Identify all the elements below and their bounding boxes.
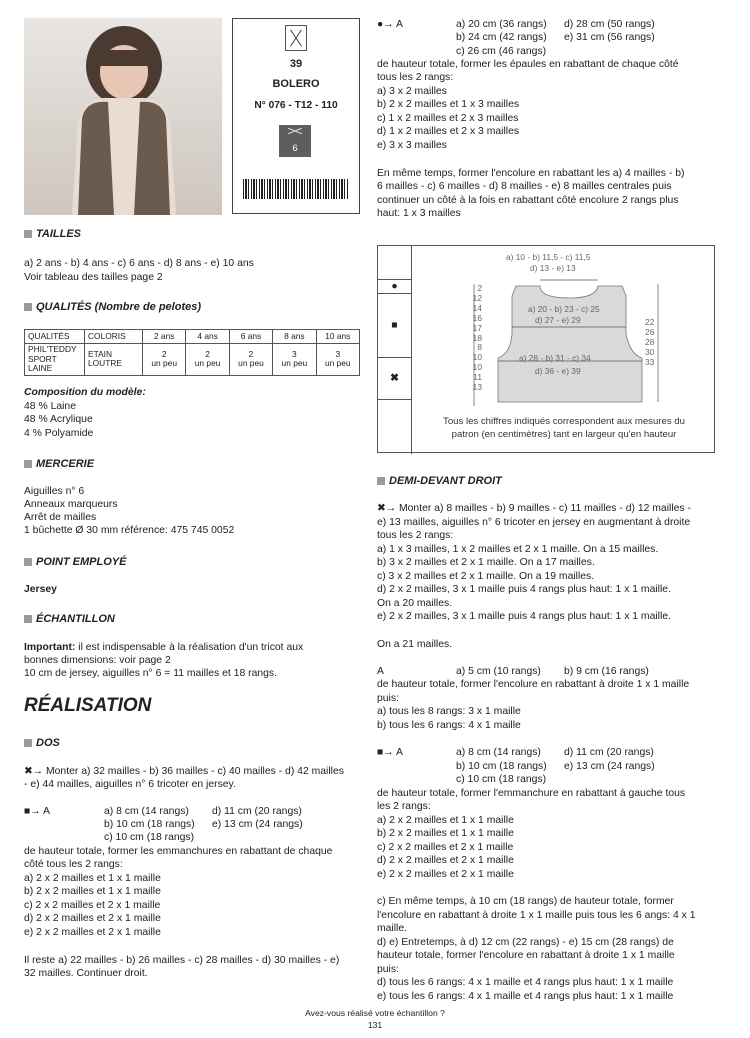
- needles-icon: [279, 125, 311, 145]
- mercerie-title: MERCERIE: [24, 457, 364, 472]
- demi-step: e) 2 x 2 mailles et 2 x 1 maille: [377, 869, 514, 880]
- table-cell: 2 un peu: [143, 344, 186, 376]
- demi-step: c) 2 x 2 mailles et 2 x 1 maille: [377, 842, 514, 853]
- tailles-title: TAILLES: [24, 227, 364, 242]
- dos-c: c) 10 cm (18 rangs): [104, 832, 195, 843]
- dos-instr: de hauteur totale, former les emmanchures en rabattant de chaque: [24, 846, 333, 857]
- tr-b: b) 24 cm (42 rangs): [456, 32, 547, 43]
- demi-d: d) tous les 6 rangs: 4 x 1 maille et 4 rangs plus haut: 1 x 1 maille: [377, 977, 674, 988]
- card-ref: N° 076 - T12 - 110: [254, 100, 338, 111]
- table-cell: PHIL'TEDDY SPORT LAINE: [25, 344, 85, 376]
- composition-line: 4 % Polyamide: [24, 428, 94, 439]
- demi-line: e) 13 mailles, aiguilles n° 6 tricoter en jersey en augmentant à droite: [377, 517, 691, 528]
- demi-line: a) 1 x 3 mailles, 1 x 2 mailles et 2 x 1 maille. On a 15 mailles.: [377, 544, 659, 555]
- dos-step: a) 2 x 2 mailles et 1 x 1 maille: [24, 873, 161, 884]
- demi-step: d) 2 x 2 mailles et 2 x 1 maille: [377, 855, 514, 866]
- dos-reste: 32 mailles. Continuer droit.: [24, 968, 148, 979]
- point-title: POINT EMPLOYÉ: [24, 555, 364, 570]
- qualites-title: QUALITÉS (Nombre de pelotes): [24, 300, 364, 315]
- dim-mid: d) 27 - e) 29: [535, 315, 581, 325]
- model-photo: [24, 18, 222, 215]
- echantillon-important: Important: il est indispensable à la réalisation d'un tricot aux: [24, 642, 304, 653]
- dos-a: a) 8 cm (14 rangs): [104, 806, 189, 817]
- dim-bot: d) 36 - e) 39: [535, 366, 581, 376]
- demi-d: d) e) Entretemps, à d) 12 cm (22 rangs) - e) 15 cm (28 rangs) de: [377, 937, 674, 948]
- demi-line: d) 2 x 2 mailles, 3 x 1 maille puis 4 rangs plus haut: 1 x 1 maille.: [377, 584, 671, 595]
- dos-d: d) 11 cm (20 rangs): [212, 806, 302, 817]
- tr-step: c) 1 x 2 mailles et 2 x 3 mailles: [377, 113, 519, 124]
- needle-size: 6: [292, 143, 298, 154]
- demi-line: e) 2 x 2 mailles, 3 x 1 maille puis 4 rangs plus haut: 1 x 1 maille.: [377, 611, 671, 622]
- dos-reste: Il reste a) 22 mailles - b) 26 mailles - c) 28 mailles - d) 30 mailles - e): [24, 955, 340, 966]
- tr-instr: tous les 2 rangs:: [377, 72, 454, 83]
- demi-b9: b) 9 cm (16 rangs): [564, 666, 649, 677]
- card-number: 39: [289, 58, 303, 70]
- demi-ea: a) 8 cm (14 rangs): [456, 747, 541, 758]
- circle-symbol-icon: ●: [378, 280, 412, 294]
- mercerie-line: Arrêt de mailles: [24, 512, 97, 523]
- left-measures: 2 12 14 16 17 18 8 10 10 11 13: [472, 283, 482, 393]
- tailles-line2: Voir tableau des tailles page 2: [24, 272, 163, 283]
- composition-line: 48 % Laine: [24, 401, 76, 412]
- tr-c: c) 26 cm (46 rangs): [456, 46, 547, 57]
- demi-line: les 2 rangs:: [377, 801, 431, 812]
- dos-step: e) 2 x 2 mailles et 2 x 1 maille: [24, 927, 161, 938]
- table-header: 10 ans: [316, 330, 359, 344]
- demi-line: de hauteur totale, former l'emmanchure en rabattant à gauche tous: [377, 788, 686, 799]
- echantillon-title: ÉCHANTILLON: [24, 612, 364, 627]
- pattern-diagram: [377, 245, 715, 453]
- demi-line: tous les 2 rangs:: [377, 530, 454, 541]
- dim-bot: a) 28 - b) 31 - c) 34: [519, 353, 591, 363]
- demi-c: c) En même temps, à 10 cm (18 rangs) de hauteur totale, former: [377, 896, 674, 907]
- demi-ee: e) 13 cm (24 rangs): [564, 761, 655, 772]
- demi-step: b) 2 x 2 mailles et 1 x 1 maille: [377, 828, 514, 839]
- barcode: [243, 179, 349, 199]
- tr-meme: 6 mailles - c) 6 mailles - d) 8 mailles - e) 8 mailles centrales puis: [377, 181, 672, 192]
- demi-line: On a 20 mailles.: [377, 598, 453, 609]
- demi-title: DEMI-DEVANT DROIT: [377, 474, 715, 489]
- table-header: 2 ans: [143, 330, 186, 344]
- demi-line: On a 21 mailles.: [377, 639, 453, 650]
- point-value: Jersey: [24, 584, 57, 595]
- demi-step: a) 2 x 2 mailles et 1 x 1 maille: [377, 815, 514, 826]
- dos-cast-on: - e) 44 mailles, aiguilles n° 6 tricoter en jersey.: [24, 779, 236, 790]
- mercerie-line: Aiguilles n° 6: [24, 486, 85, 497]
- table-header: COLORIS: [85, 330, 143, 344]
- tr-step: a) 3 x 2 mailles: [377, 86, 447, 97]
- demi-line: b) tous les 6 rangs: 4 x 1 maille: [377, 720, 521, 731]
- demi-line: ✖→ Monter a) 8 mailles - b) 9 mailles - c) 11 mailles - d) 12 mailles -: [377, 503, 691, 514]
- demi-line: puis:: [377, 693, 399, 704]
- right-measures: 22 26 28 30 33: [645, 317, 655, 367]
- dos-e: e) 13 cm (24 rangs): [212, 819, 303, 830]
- tr-step: b) 2 x 2 mailles et 1 x 3 mailles: [377, 99, 520, 110]
- empty-cell: [378, 246, 412, 280]
- tr-meme: En même temps, former l'encolure en rabattant les a) 4 mailles - b): [377, 168, 685, 179]
- tr-meme: haut: 1 x 3 mailles: [377, 208, 461, 219]
- demi-line: b) 3 x 2 mailles et 2 x 1 maille. On a 17 mailles.: [377, 557, 595, 568]
- dim-top: d) 13 - e) 13: [530, 263, 576, 273]
- diagram-caption: patron (en centimètres) tant en largeur qu'en hauteur: [451, 429, 677, 440]
- dos-step: d) 2 x 2 mailles et 2 x 1 maille: [24, 913, 161, 924]
- tailles-line1: a) 2 ans - b) 4 ans - c) 6 ans - d) 8 ans - e) 10 ans: [24, 258, 254, 269]
- page-number: 131: [367, 1020, 383, 1030]
- demi-ed: d) 11 cm (20 rangs): [564, 747, 654, 758]
- mercerie-line: Anneaux marqueurs: [24, 499, 118, 510]
- dos-step: c) 2 x 2 mailles et 2 x 1 maille: [24, 900, 161, 911]
- tr-e: e) 31 cm (56 rangs): [564, 32, 655, 43]
- demi-c: maille.: [377, 923, 408, 934]
- table-header: QUALITÉS: [25, 330, 85, 344]
- demi-d: hauteur totale, former l'encolure en rabattant à droite 1 x 1 maille: [377, 950, 675, 961]
- dos-b: b) 10 cm (18 rangs): [104, 819, 195, 830]
- table-header: 6 ans: [229, 330, 272, 344]
- tr-meme: continuer un côté à la fois en rabattant côté encolure 2 rangs plus: [377, 195, 679, 206]
- tr-step: d) 1 x 2 mailles et 2 x 3 mailles: [377, 126, 520, 137]
- table-header: 4 ans: [186, 330, 229, 344]
- dos-instr: côté tous les 2 rangs:: [24, 859, 123, 870]
- demi-d: puis:: [377, 964, 399, 975]
- table-cell: 3 un peu: [273, 344, 316, 376]
- composition-title: Composition du modèle:: [24, 387, 146, 398]
- dim-mid: a) 20 - b) 23 - c) 25: [528, 304, 600, 314]
- table-cell: 2 un peu: [186, 344, 229, 376]
- demi-ec: c) 10 cm (18 rangs): [456, 774, 547, 785]
- symbol-column: [378, 246, 412, 452]
- dos-marker: ■→ A: [24, 806, 50, 817]
- demi-eb: b) 10 cm (18 rangs): [456, 761, 547, 772]
- needle-badge: [279, 125, 311, 157]
- dos-cast-on: ✖→ Monter a) 32 mailles - b) 36 mailles - c) 40 mailles - d) 42 mailles: [24, 766, 344, 777]
- demi-a5: a) 5 cm (10 rangs): [456, 666, 541, 677]
- girl-photo-icon: [64, 26, 184, 215]
- tr-instr: de hauteur totale, former les épaules en rabattant de chaque côté: [377, 59, 679, 70]
- echantillon-line2: bonnes dimensions: voir page 2: [24, 655, 171, 666]
- demi-c: l'encolure en rabattant à droite 1 x 1 maille puis tous les 6 angs: 4 x 1: [377, 910, 696, 921]
- demi-marker-2: ■→ A: [377, 747, 403, 758]
- dos-step: b) 2 x 2 mailles et 1 x 1 maille: [24, 886, 161, 897]
- dim-top: a) 10 - b) 11,5 - c) 11,5: [506, 252, 591, 262]
- tr-marker: ●→ A: [377, 19, 403, 30]
- realisation-title: RÉALISATION: [24, 695, 152, 716]
- mercerie-line: 1 bûchette Ø 30 mm référence: 475 745 0052: [24, 525, 235, 536]
- tr-step: e) 3 x 3 mailles: [377, 140, 447, 151]
- tr-a: a) 20 cm (36 rangs): [456, 19, 547, 30]
- demi-line: de hauteur totale, former l'encolure en rabattant à droite 1 x 1 maille: [377, 679, 690, 690]
- demi-line: c) 3 x 2 mailles et 2 x 1 maille. On a 19 mailles.: [377, 571, 595, 582]
- demi-d: e) tous les 6 rangs: 4 x 1 maille et 4 rangs plus haut: 1 x 1 maille: [377, 991, 674, 1002]
- table-cell: 2 un peu: [229, 344, 272, 376]
- card-title: BOLERO: [272, 78, 320, 90]
- diagram-caption: Tous les chiffres indiqués correspondent aux mesures du: [443, 416, 685, 427]
- square-symbol-icon: ■: [378, 294, 412, 358]
- knit-icon: [285, 25, 307, 51]
- echantillon-line3: 10 cm de jersey, aiguilles n° 6 = 11 mailles et 18 rangs.: [24, 668, 277, 679]
- empty-cell: [378, 400, 412, 454]
- tr-d: d) 28 cm (50 rangs): [564, 19, 655, 30]
- qualites-table: [24, 329, 360, 376]
- demi-marker-a: A: [377, 666, 384, 677]
- cross-symbol-icon: ✖: [378, 358, 412, 400]
- table-cell: 3 un peu: [316, 344, 359, 376]
- composition-line: 48 % Acrylique: [24, 414, 93, 425]
- table-header: 8 ans: [273, 330, 316, 344]
- model-card: [232, 18, 360, 214]
- footer-question: Avez-vous réalisé votre échantillon ?: [305, 1008, 445, 1018]
- dos-title: DOS: [24, 736, 364, 751]
- demi-line: a) tous les 8 rangs: 3 x 1 maille: [377, 706, 521, 717]
- table-cell: ETAIN LOUTRE: [85, 344, 143, 376]
